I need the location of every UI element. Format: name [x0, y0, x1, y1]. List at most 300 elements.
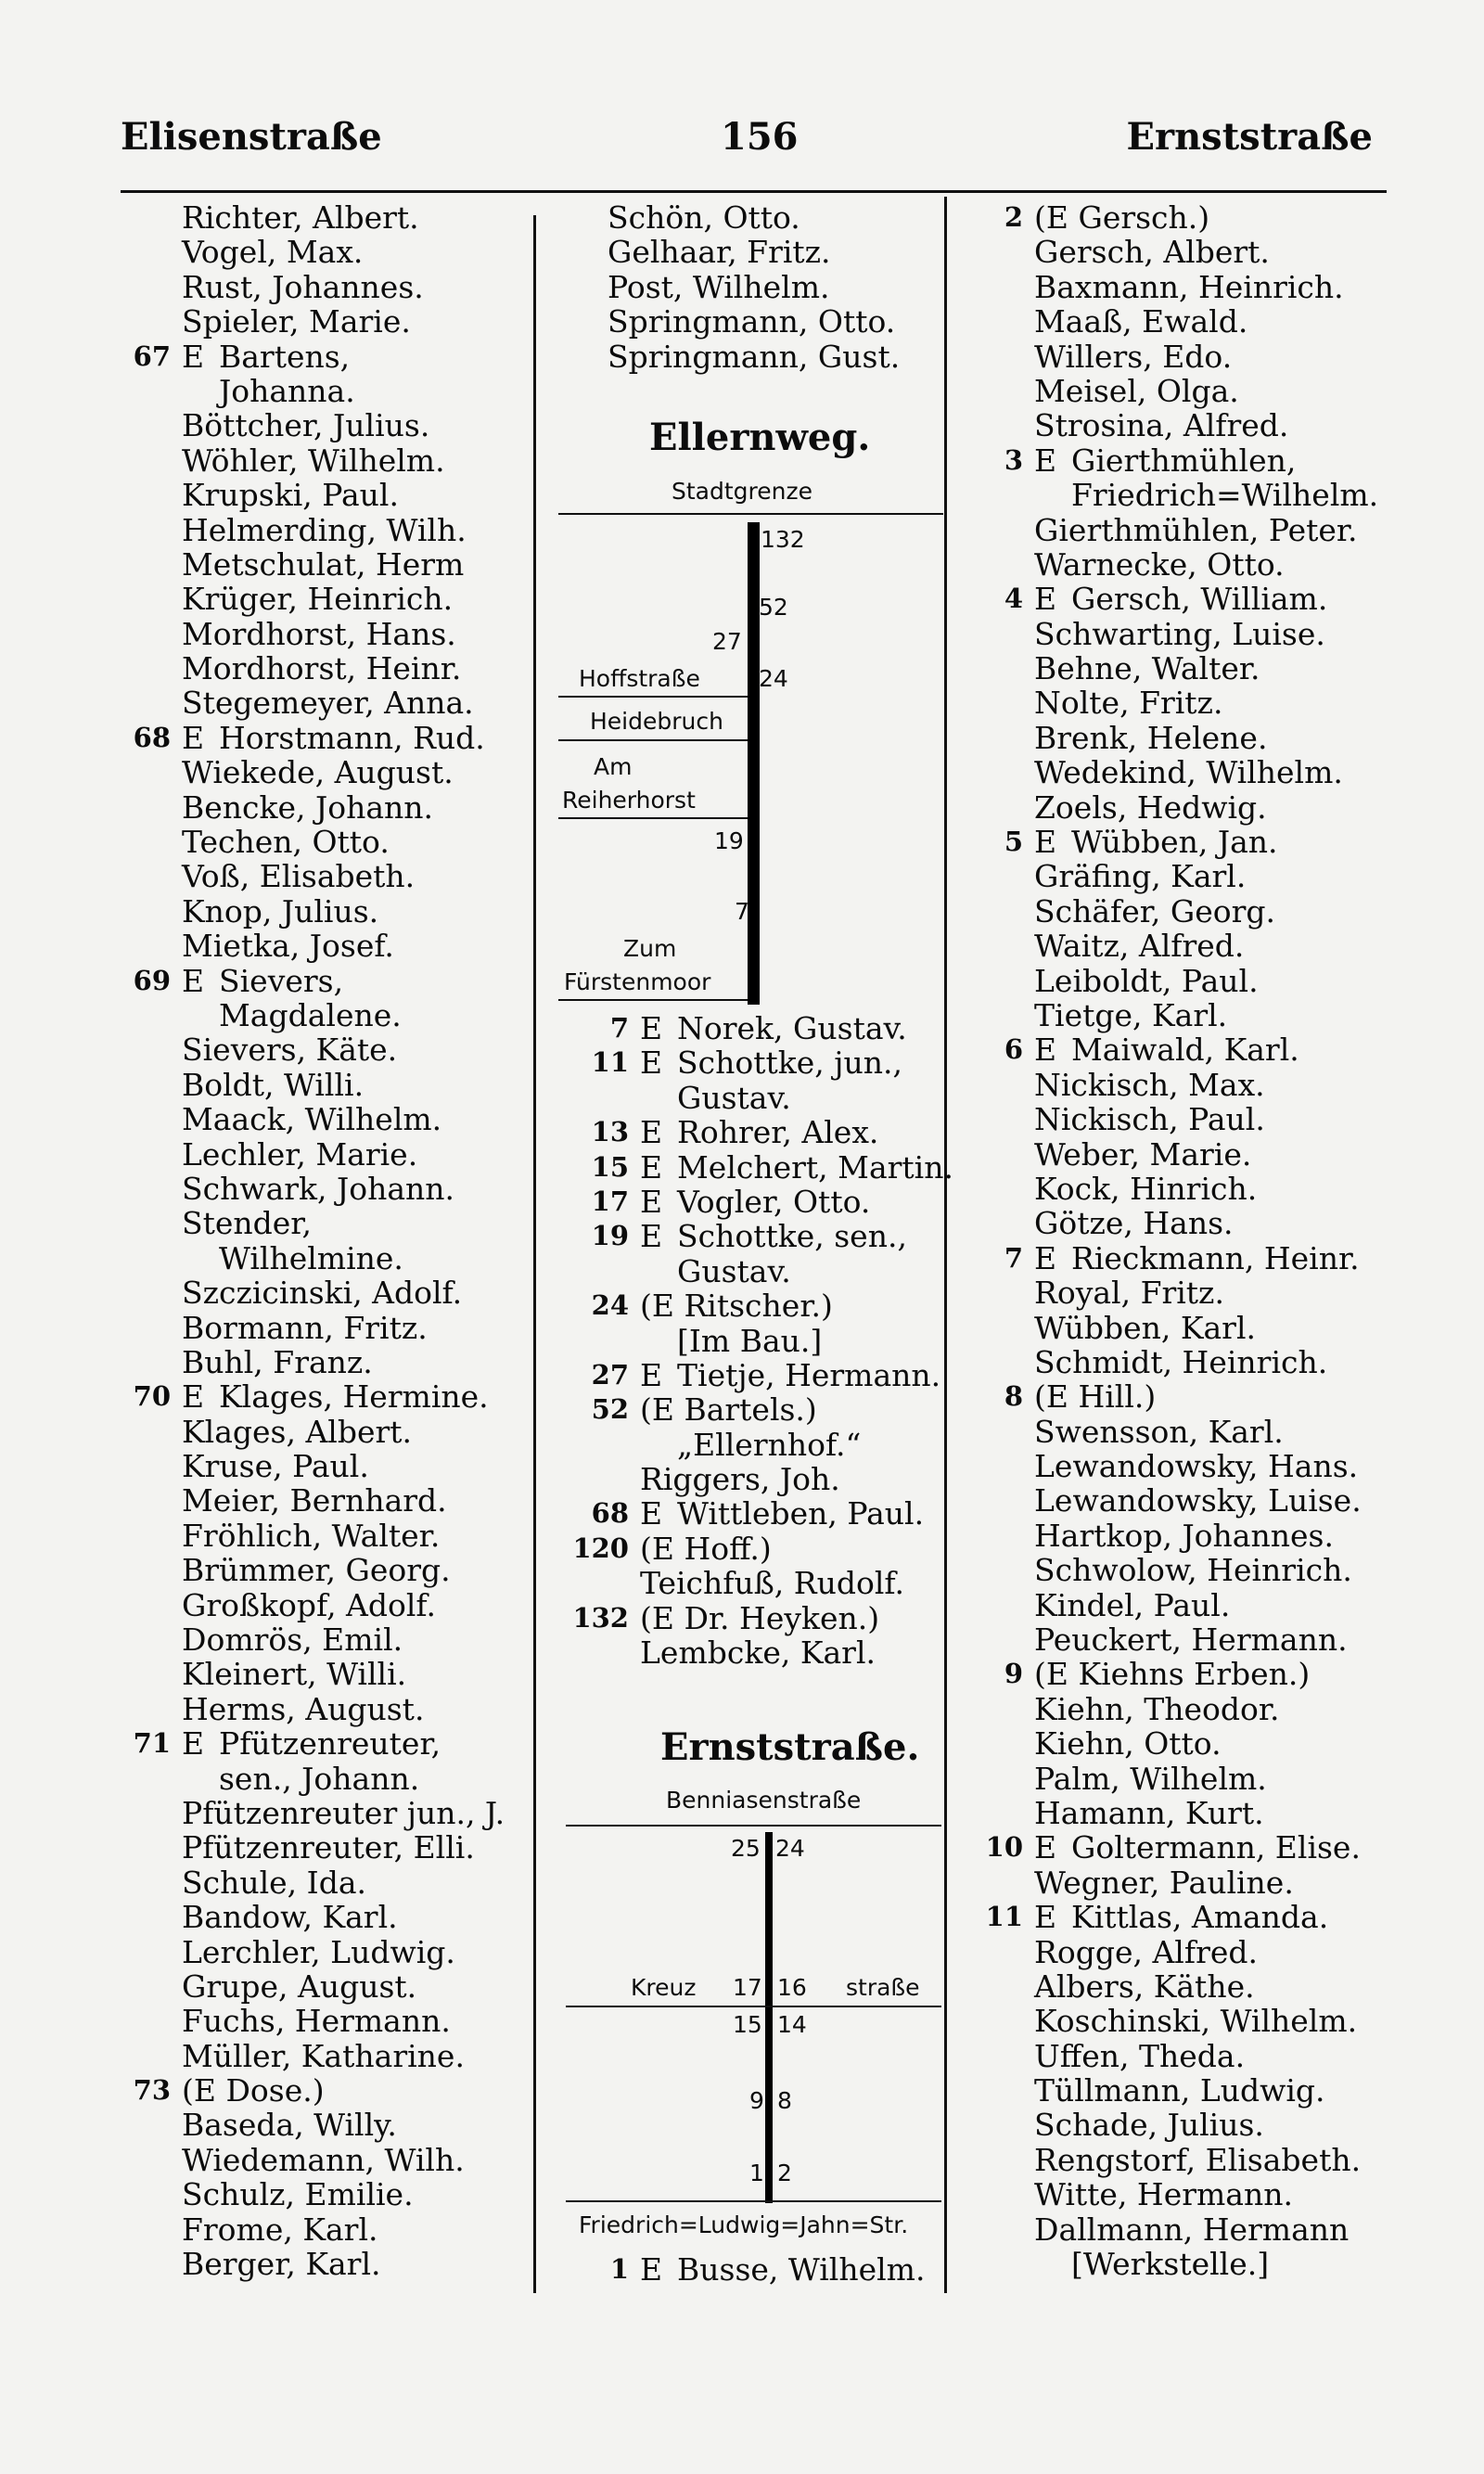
ellernweg-street-hoffstrasse: Hoffstraße	[579, 665, 700, 692]
resident-name: Koschinski, Wilhelm.	[1034, 2003, 1358, 2040]
resident-name: Hamann, Kurt.	[1034, 1794, 1264, 1831]
resident-name: Schwarting, Luise.	[1034, 615, 1325, 652]
resident-name: Kleinert, Willi.	[182, 1656, 407, 1693]
owner-mark: E	[182, 719, 205, 756]
resident-name: Meisel, Olga.	[1034, 372, 1239, 409]
resident-name: Stegemeyer, Anna.	[182, 685, 474, 722]
ellernweg-rule-3	[558, 817, 748, 819]
list-item	[133, 338, 525, 375]
resident-name: Busse, Wilhelm.	[677, 2251, 926, 2288]
column-1	[133, 199, 525, 2283]
resident-name: Kock, Hinrich.	[1034, 1170, 1258, 1207]
list-item	[1034, 790, 1470, 825]
list-item	[591, 1114, 941, 1151]
resident-name: Fröhlich, Walter.	[182, 1517, 441, 1554]
house-number: 24	[591, 1289, 629, 1322]
resident-name: Gustav.	[677, 1252, 791, 1289]
list-item	[1034, 1068, 1470, 1102]
owner-mark: E	[640, 1148, 663, 1186]
list-item	[1034, 2143, 1470, 2177]
ellernweg-street-am: Am	[594, 753, 633, 780]
list-item	[1034, 2073, 1470, 2108]
resident-name: Kiehn, Otto.	[1034, 1725, 1222, 1763]
owner-mark: E	[1034, 581, 1057, 618]
list-item	[182, 1553, 525, 1587]
list-item	[591, 1045, 941, 1082]
list-item	[1004, 442, 1470, 479]
resident-name: Lewandowsky, Luise.	[1034, 1482, 1362, 1519]
owner-mark: E	[1034, 1032, 1057, 1069]
ellernweg-title: Ellernweg.	[649, 416, 871, 459]
resident-name: Richter, Albert.	[182, 199, 419, 236]
list-item	[640, 1635, 941, 1670]
list-item	[572, 1599, 941, 1636]
ernst-pair-left-0: 25	[731, 1835, 761, 1862]
resident-name: Helmerding, Wilh.	[182, 511, 467, 548]
list-item	[591, 1183, 941, 1220]
list-item	[1034, 547, 1470, 582]
resident-name: Mordhorst, Heinr.	[182, 650, 462, 687]
list-item	[640, 1428, 941, 1462]
resident-name: Schulz, Emilie.	[182, 2176, 414, 2213]
ellernweg-top-rule	[558, 513, 943, 515]
list-item	[182, 1032, 525, 1067]
resident-name: Metschulat, Herm	[182, 545, 465, 583]
ellernweg-num-7: 7	[735, 898, 749, 925]
list-item	[1004, 581, 1470, 618]
list-item	[1034, 1415, 1470, 1449]
list-item	[640, 1254, 941, 1288]
ernststrasse-cross-rule	[566, 2006, 941, 2007]
resident-name: Klages, Hermine.	[219, 1378, 489, 1416]
list-item	[133, 1378, 525, 1416]
resident-name: Rohrer, Alex.	[677, 1114, 879, 1151]
resident-name: Krupski, Paul.	[182, 477, 399, 514]
resident-name: Techen, Otto.	[182, 824, 390, 861]
resident-name: Frome, Karl.	[182, 2211, 378, 2248]
list-item	[182, 1657, 525, 1691]
ernst-pair-right-0: 24	[775, 1835, 805, 1862]
list-item	[182, 408, 525, 442]
resident-name: Lechler, Marie.	[182, 1135, 418, 1173]
list-item	[182, 304, 525, 339]
owner-mark: E	[640, 1045, 663, 1082]
list-item	[133, 2072, 525, 2109]
resident-name: Hartkop, Johannes.	[1034, 1517, 1334, 1554]
resident-name: (E Kiehns Erben.)	[1034, 1656, 1311, 1693]
resident-name: Knop, Julius.	[182, 892, 379, 929]
resident-name: (E Bartels.)	[640, 1391, 817, 1429]
ellernweg-top-label: Stadtgrenze	[672, 478, 812, 505]
resident-name: Fuchs, Hermann.	[182, 2003, 451, 2040]
resident-name: Böttcher, Julius.	[182, 407, 430, 444]
ellernweg-rule-2	[558, 739, 748, 741]
resident-name: Gierthmühlen, Peter.	[1034, 511, 1358, 548]
house-number: 68	[591, 1497, 629, 1530]
resident-name: Kittlas, Amanda.	[1071, 1899, 1329, 1936]
house-number: 11	[985, 1901, 1023, 1933]
house-number: 6	[1004, 1033, 1023, 1066]
list-item	[182, 1900, 525, 1934]
resident-name: Maaß, Ewald.	[1034, 303, 1248, 340]
list-item	[1034, 2177, 1470, 2211]
list-item	[1034, 1726, 1470, 1761]
resident-name: Baseda, Willy.	[182, 2107, 397, 2144]
resident-name: Spieler, Marie.	[182, 303, 411, 340]
list-item	[1034, 513, 1470, 547]
resident-name: Pfützenreuter,	[219, 1725, 441, 1763]
resident-name: Gierthmühlen,	[1071, 442, 1297, 479]
house-number: 73	[133, 2074, 171, 2107]
resident-name: Brenk, Helene.	[1034, 719, 1268, 756]
resident-name: Waitz, Alfred.	[1034, 928, 1245, 965]
resident-name: [Im Bau.]	[677, 1322, 823, 1359]
list-item	[182, 859, 525, 893]
resident-name: Meier, Bernhard.	[182, 1482, 447, 1519]
list-item	[182, 1241, 525, 1275]
resident-name: „Ellernhof.“	[677, 1426, 862, 1463]
house-number: 10	[985, 1831, 1023, 1864]
list-item	[182, 825, 525, 859]
list-item	[182, 1796, 525, 1830]
list-item	[182, 1865, 525, 1900]
list-item	[1034, 2039, 1470, 2073]
list-item	[182, 1935, 525, 1969]
resident-name: Riggers, Joh.	[640, 1461, 840, 1498]
list-item	[182, 443, 525, 478]
list-item	[1034, 304, 1470, 339]
resident-name: Witte, Hermann.	[1034, 2176, 1293, 2213]
ernststrasse-top-label: Benniasenstraße	[666, 1787, 862, 1814]
resident-name: Bandow, Karl.	[182, 1899, 398, 1936]
resident-name: Tietje, Hermann.	[677, 1356, 941, 1393]
resident-name: Nickisch, Max.	[1034, 1066, 1265, 1103]
list-item	[133, 962, 525, 999]
house-number: 5	[1004, 826, 1023, 858]
resident-name: Johanna.	[219, 372, 355, 409]
list-item	[1004, 1239, 1470, 1276]
resident-name: Tüllmann, Ludwig.	[1034, 2072, 1325, 2109]
list-item	[1034, 998, 1470, 1032]
list-item	[182, 1762, 525, 1796]
list-item	[182, 1483, 525, 1518]
ernst-pair-left-4: 1	[749, 2160, 764, 2186]
list-item	[1034, 1172, 1470, 1206]
resident-name: Horstmann, Rud.	[219, 719, 485, 756]
ernststrasse-title: Ernststraße.	[660, 1725, 920, 1769]
list-item	[591, 1288, 941, 1325]
resident-name: Schottke, jun.,	[677, 1045, 902, 1082]
resident-name: Maiwald, Karl.	[1071, 1032, 1299, 1069]
house-number: 67	[133, 340, 171, 372]
list-item	[182, 1102, 525, 1136]
owner-mark: E	[640, 1218, 663, 1255]
resident-name: Sievers, Käte.	[182, 1032, 398, 1069]
house-number: 19	[591, 1220, 629, 1252]
list-item	[1034, 929, 1470, 963]
resident-name: Nolte, Fritz.	[1034, 685, 1223, 722]
resident-name: Mietka, Josef.	[182, 928, 394, 965]
list-item	[182, 1588, 525, 1622]
ernst-pair-right-3: 8	[777, 2087, 792, 2114]
resident-name: Wittleben, Paul.	[677, 1495, 925, 1532]
list-item	[182, 2004, 525, 2038]
resident-name: Wedekind, Wilhelm.	[1034, 754, 1343, 791]
ernst-pair-left-3: 9	[749, 2087, 764, 2114]
ellernweg-num-19: 19	[714, 827, 744, 854]
list-item	[182, 2143, 525, 2177]
list-item	[1034, 894, 1470, 929]
list-item	[1004, 1032, 1470, 1069]
resident-name: Schottke, sen.,	[677, 1218, 907, 1255]
resident-name: Berger, Karl.	[182, 2246, 381, 2283]
ellernweg-rule-4	[558, 999, 748, 1001]
list-item	[182, 1449, 525, 1483]
page-number: 156	[721, 115, 799, 159]
resident-name: Klages, Albert.	[182, 1413, 413, 1450]
list-item	[1034, 1137, 1470, 1172]
resident-name: Wegner, Pauline.	[1034, 1864, 1294, 1901]
ellernweg-street-heidebruch: Heidebruch	[590, 708, 723, 735]
resident-name: Brümmer, Georg.	[182, 1552, 451, 1589]
owner-mark: E	[640, 1356, 663, 1393]
resident-name: Uffen, Theda.	[1034, 2037, 1246, 2074]
house-number: 9	[1004, 1658, 1023, 1690]
resident-name: Vogler, Otto.	[677, 1183, 871, 1220]
owner-mark: E	[1034, 1829, 1057, 1866]
list-item	[1034, 270, 1470, 304]
resident-name: Wübben, Jan.	[1071, 824, 1278, 861]
ernst-pair-right-1: 16	[777, 1974, 807, 2001]
house-number: 69	[133, 964, 171, 996]
resident-name: Palm, Wilhelm.	[1034, 1760, 1267, 1797]
list-item	[182, 270, 525, 304]
list-item	[182, 374, 525, 408]
list-item: Schön, Otto.	[608, 199, 800, 236]
resident-name: Szczicinski, Adolf.	[182, 1275, 463, 1312]
list-item	[1004, 199, 1470, 236]
house-number: 8	[1004, 1380, 1023, 1413]
resident-name: Goltermann, Elise.	[1071, 1829, 1361, 1866]
list-item	[1004, 824, 1470, 861]
list-item	[182, 1692, 525, 1726]
list-item	[182, 894, 525, 929]
list-item	[1034, 478, 1470, 512]
column-divider-left	[533, 215, 536, 2293]
list-item	[182, 1206, 525, 1240]
list-item	[182, 686, 525, 720]
list-item	[182, 235, 525, 269]
list-item	[1034, 1796, 1470, 1830]
list-item	[133, 1725, 525, 1763]
resident-name: Behne, Walter.	[1034, 650, 1260, 687]
list-item	[182, 1622, 525, 1657]
resident-name: Großkopf, Adolf.	[182, 1586, 436, 1623]
list-item	[640, 1566, 941, 1600]
resident-name: Strosina, Alfred.	[1034, 407, 1289, 444]
resident-name: Baxmann, Heinrich.	[1034, 268, 1344, 305]
resident-name: (E Dose.)	[182, 2072, 325, 2109]
list-item	[182, 547, 525, 582]
list-item	[609, 2251, 941, 2288]
resident-name: Schäfer, Georg.	[1034, 892, 1276, 929]
house-number: 52	[591, 1393, 629, 1426]
resident-name: Melchert, Martin.	[677, 1148, 953, 1186]
house-number: 71	[133, 1727, 171, 1760]
owner-mark: E	[182, 338, 205, 375]
list-item	[1004, 1378, 1470, 1416]
list-item	[640, 1081, 941, 1115]
resident-name: Teichfuß, Rudolf.	[640, 1565, 904, 1602]
list-item	[182, 1969, 525, 2004]
resident-name: Wiekede, August.	[182, 754, 454, 791]
list-item	[182, 1830, 525, 1865]
header-right: Ernststraße	[1126, 115, 1373, 159]
list-item	[591, 1495, 941, 1532]
owner-mark: E	[182, 1725, 205, 1763]
column-2-entries	[572, 1010, 953, 1672]
resident-name: Rieckmann, Heinr.	[1071, 1239, 1360, 1276]
resident-name: Stender,	[182, 1205, 312, 1242]
resident-name: Buhl, Franz.	[182, 1343, 373, 1380]
resident-name: Gräfing, Karl.	[1034, 858, 1247, 895]
house-number: 2	[1004, 201, 1023, 233]
list-item	[182, 1137, 525, 1172]
resident-name: Lewandowsky, Hans.	[1034, 1448, 1359, 1485]
ernststrasse-top-rule	[566, 1825, 941, 1827]
list-item	[182, 1311, 525, 1345]
list-item	[1034, 1553, 1470, 1587]
resident-name: Rengstorf, Elisabeth.	[1034, 2141, 1362, 2178]
resident-name: Schmidt, Heinrich.	[1034, 1343, 1328, 1380]
resident-name: Nickisch, Paul.	[1034, 1101, 1265, 1138]
resident-name: Swensson, Karl.	[1034, 1413, 1284, 1450]
list-item	[1034, 721, 1470, 755]
resident-name: Bencke, Johann.	[182, 788, 434, 826]
list-item	[1034, 374, 1470, 408]
resident-name: Voß, Elisabeth.	[182, 858, 416, 895]
resident-name: Kindel, Paul.	[1034, 1586, 1231, 1623]
list-item	[1004, 1656, 1470, 1693]
owner-mark: E	[1034, 824, 1057, 861]
list-item	[182, 651, 525, 686]
header-left: Elisenstraße	[121, 115, 382, 159]
list-item	[1034, 1519, 1470, 1553]
list-item	[1034, 1692, 1470, 1726]
list-item	[133, 719, 525, 756]
list-item	[182, 790, 525, 825]
resident-name: Pfützenreuter jun., J.	[182, 1794, 505, 1831]
list-item	[591, 1148, 953, 1186]
list-item	[609, 1010, 941, 1046]
resident-name: Boldt, Willi.	[182, 1066, 365, 1103]
ernststrasse-bottom-label: Friedrich=Ludwig=Jahn=Str.	[579, 2211, 909, 2238]
list-item	[1034, 1865, 1470, 1900]
ellernweg-num-52: 52	[759, 594, 788, 621]
house-number: 4	[1004, 583, 1023, 615]
house-number: 3	[1004, 443, 1023, 476]
resident-name: Gersch, William.	[1071, 581, 1328, 618]
list-item	[1034, 1969, 1470, 2004]
list-item	[182, 2177, 525, 2211]
resident-name: (E Hill.)	[1034, 1378, 1157, 1416]
house-number: 132	[572, 1601, 629, 1634]
list-item	[1034, 1935, 1470, 1969]
list-item	[1034, 1311, 1470, 1345]
list-item	[591, 1356, 941, 1393]
list-item	[182, 2108, 525, 2142]
ernst-pair-right-2: 14	[777, 2011, 807, 2038]
list-item	[1034, 408, 1470, 442]
resident-name: Norek, Gustav.	[677, 1010, 907, 1046]
list-item	[1034, 1762, 1470, 1796]
resident-name: Schwolow, Heinrich.	[1034, 1552, 1352, 1589]
resident-name: Peuckert, Hermann.	[1034, 1622, 1348, 1659]
list-item	[1034, 2108, 1470, 2142]
owner-mark: E	[640, 1183, 663, 1220]
resident-name: Albers, Käthe.	[1034, 1968, 1255, 2005]
list-item	[182, 1275, 525, 1310]
list-item	[1034, 617, 1470, 651]
list-item: Springmann, Gust.	[608, 338, 901, 375]
resident-name: Wiedemann, Wilh.	[182, 2141, 465, 2178]
resident-name: Müller, Katharine.	[182, 2037, 465, 2074]
resident-name: [Werkstelle.]	[1071, 2246, 1270, 2283]
list-item	[182, 755, 525, 789]
resident-name: Kruse, Paul.	[182, 1448, 369, 1485]
list-item	[182, 929, 525, 963]
resident-name: Zoels, Hedwig.	[1034, 788, 1267, 826]
ellernweg-num-132: 132	[761, 526, 805, 553]
owner-mark: E	[1034, 442, 1057, 479]
resident-name: Mordhorst, Hans.	[182, 615, 456, 652]
resident-name: (E Dr. Heyken.)	[640, 1599, 880, 1636]
list-item	[182, 582, 525, 616]
resident-name: Gersch, Albert.	[1034, 234, 1270, 271]
house-number: 15	[591, 1150, 629, 1183]
list-item	[640, 1324, 941, 1358]
resident-name: Krüger, Heinrich.	[182, 581, 454, 618]
resident-name: Bormann, Fritz.	[182, 1309, 428, 1346]
ellernweg-num-27: 27	[712, 628, 742, 655]
house-number: 68	[133, 721, 171, 753]
ernststrasse-road	[765, 1832, 773, 2203]
header-rule	[121, 190, 1387, 193]
list-item	[985, 1899, 1470, 1936]
list-item	[591, 1218, 941, 1255]
owner-mark: E	[640, 2251, 663, 2288]
house-number: 1	[609, 2253, 629, 2285]
list-item	[182, 1068, 525, 1102]
list-item	[1034, 2004, 1470, 2038]
ellernweg-street-zum: Zum	[623, 935, 677, 962]
resident-name: Herms, August.	[182, 1690, 425, 1727]
resident-name: Maack, Wilhelm.	[182, 1101, 442, 1138]
list-item	[1034, 235, 1470, 269]
resident-name: Rogge, Alfred.	[1034, 1933, 1258, 1970]
list-item	[1034, 859, 1470, 893]
ernst-strasse-label: straße	[846, 1974, 920, 2001]
list-item: Springmann, Otto.	[608, 303, 896, 340]
list-item: Gelhaar, Fritz.	[608, 234, 831, 271]
list-item	[1034, 1588, 1470, 1622]
list-item	[1034, 686, 1470, 720]
resident-name: Bartens,	[219, 338, 351, 375]
resident-name: Leiboldt, Paul.	[1034, 962, 1259, 999]
list-item	[1034, 1449, 1470, 1483]
list-item	[1034, 340, 1470, 374]
resident-name: Domrös, Emil.	[182, 1622, 403, 1659]
